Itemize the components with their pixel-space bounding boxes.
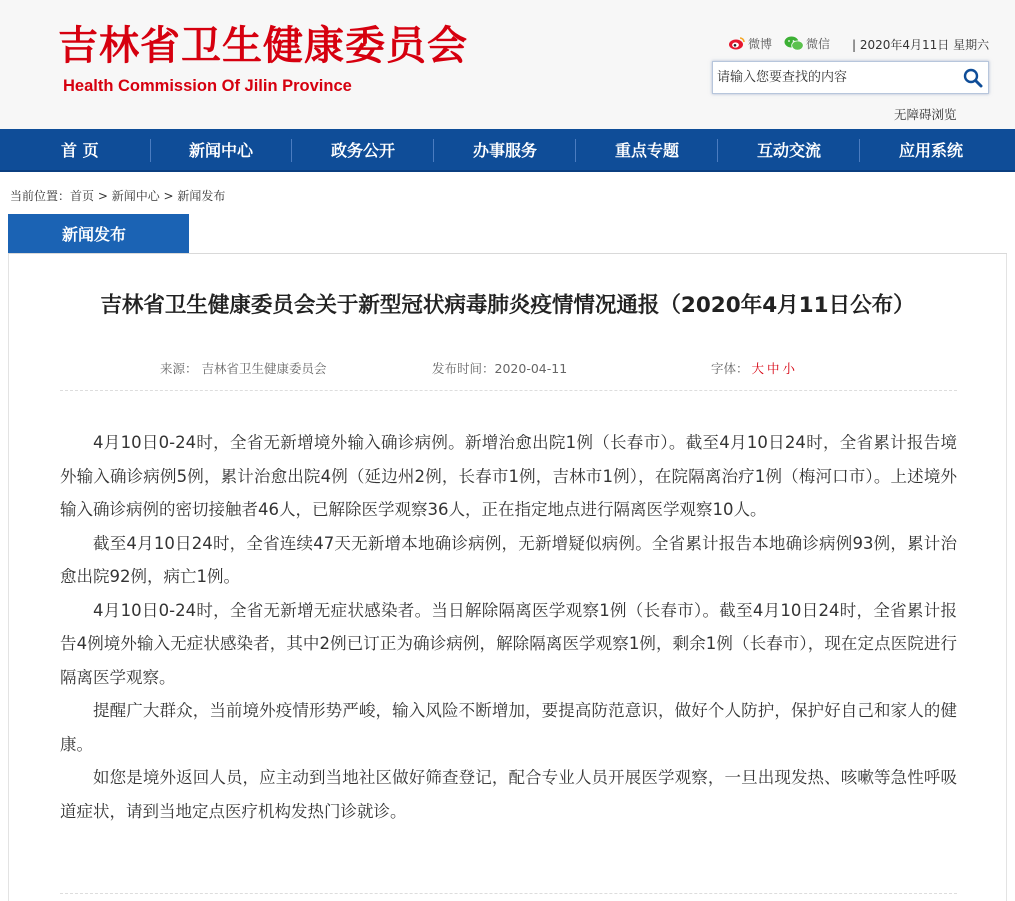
time-value: 2020-04-11 — [494, 361, 568, 376]
nav-news-center[interactable]: 新闻中心 — [189, 141, 254, 160]
article-paragraph: 4月10日0-24时，全省无新增境外输入确诊病例。新增治愈出院1例（长春市）。截至4月10日24时，全省累计报告境外输入确诊病例5例，累计治愈出院4例（延边州2例，长春市1例，吉林市1例），在院隔离治疗1例（梅河口市）。上述境外输入确诊病例的密切接触者46人，已解除医学观察36人，正在指定地点进行隔离医学观察10人。 — [60, 433, 957, 519]
article-bottom-divider — [60, 893, 957, 894]
breadcrumb — [10, 187, 225, 204]
nav-services[interactable]: 办事服务 — [473, 141, 538, 160]
font-size-small[interactable]: 小 — [782, 361, 796, 376]
social-links — [728, 34, 842, 52]
site-header — [0, 0, 1015, 129]
nav-divider — [150, 139, 151, 162]
current-date: | 2020年4月11日 星期六 — [852, 38, 990, 52]
nav-divider — [859, 139, 860, 162]
accessible-browse-link[interactable]: 无障碍浏览 — [894, 107, 957, 122]
nav-home[interactable]: 首 页 — [61, 141, 99, 160]
weibo-label: 微博 — [748, 36, 773, 51]
breadcrumb-separator: > — [159, 189, 178, 203]
article-paragraph: 如您是境外返回人员，应主动到当地社区做好筛查登记，配合专业人员开展医学观察，一旦出现发热、咳嗽等急性呼吸道症状，请到当地定点医疗机构发热门诊就诊。 — [60, 768, 957, 821]
nav-divider — [291, 139, 292, 162]
font-size-large[interactable]: 大 — [751, 361, 765, 376]
nav-interaction[interactable]: 互动交流 — [757, 141, 822, 160]
weibo-link[interactable] — [728, 35, 772, 52]
breadcrumb-news-release[interactable]: 新闻发布 — [177, 189, 226, 203]
font-size-switcher — [711, 359, 795, 377]
breadcrumb-home[interactable]: 首页 — [70, 189, 95, 203]
article-body — [60, 426, 957, 828]
article-paragraph: 4月10日0-24时，全省无新增无症状感染者。当日解除隔离医学观察1例（长春市）。截至4月10日24时，全省累计报告4例境外输入无症状感染者，其中2例已订正为确诊病例，解除隔离医学观察1例，剩余1例（长春市），现在定点医院进行隔离医学观察。 — [60, 600, 957, 687]
main-nav — [0, 129, 1015, 172]
tab-news-release[interactable]: 新闻发布 — [8, 214, 189, 253]
meta-divider — [60, 390, 957, 391]
source-value: 吉林省卫生健康委员会 — [201, 361, 327, 376]
site-title-en[interactable]: Health Commission Of Jilin Province — [63, 77, 352, 95]
section-tab-bar — [8, 214, 1007, 254]
breadcrumb-news-center[interactable]: 新闻中心 — [111, 189, 160, 203]
weixin-link[interactable] — [784, 35, 830, 52]
time-label: 发布时间： — [432, 361, 495, 376]
weixin-label: 微信 — [806, 36, 831, 51]
wechat-icon — [784, 36, 804, 51]
breadcrumb-separator: > — [94, 189, 112, 203]
article-source — [160, 359, 327, 377]
font-size-label: 字体： — [711, 361, 749, 376]
search-input[interactable] — [715, 64, 955, 91]
search-icon — [963, 68, 983, 88]
article-publish-time — [432, 359, 567, 377]
article-paragraph: 截至4月10日24时，全省连续47天无新增本地确诊病例，无新增疑似病例。全省累计报告本地确诊病例93例，累计治愈出院92例，病亡1例。 — [60, 533, 957, 586]
nav-app-systems[interactable]: 应用系统 — [899, 141, 964, 160]
weibo-icon — [728, 36, 746, 50]
nav-divider — [717, 139, 718, 162]
nav-government-affairs[interactable]: 政务公开 — [331, 141, 396, 160]
site-title-cn[interactable]: 吉林省卫生健康委员会 — [58, 23, 468, 69]
font-size-medium[interactable]: 中 — [767, 361, 780, 376]
source-label: 来源： — [160, 361, 198, 376]
article-paragraph: 提醒广大群众，当前境外疫情形势严峻，输入风险不断增加，要提高防范意识，做好个人防护，保护好自己和家人的健康。 — [60, 701, 957, 754]
breadcrumb-prefix: 当前位置： — [10, 189, 71, 203]
nav-divider — [575, 139, 576, 162]
article-title: 吉林省卫生健康委员会关于新型冠状病毒肺炎疫情情况通报（2020年4月11日公布） — [100, 293, 915, 318]
search-button[interactable] — [960, 65, 986, 91]
nav-key-topics[interactable]: 重点专题 — [615, 141, 680, 160]
search-box — [712, 61, 989, 94]
nav-divider — [433, 139, 434, 162]
